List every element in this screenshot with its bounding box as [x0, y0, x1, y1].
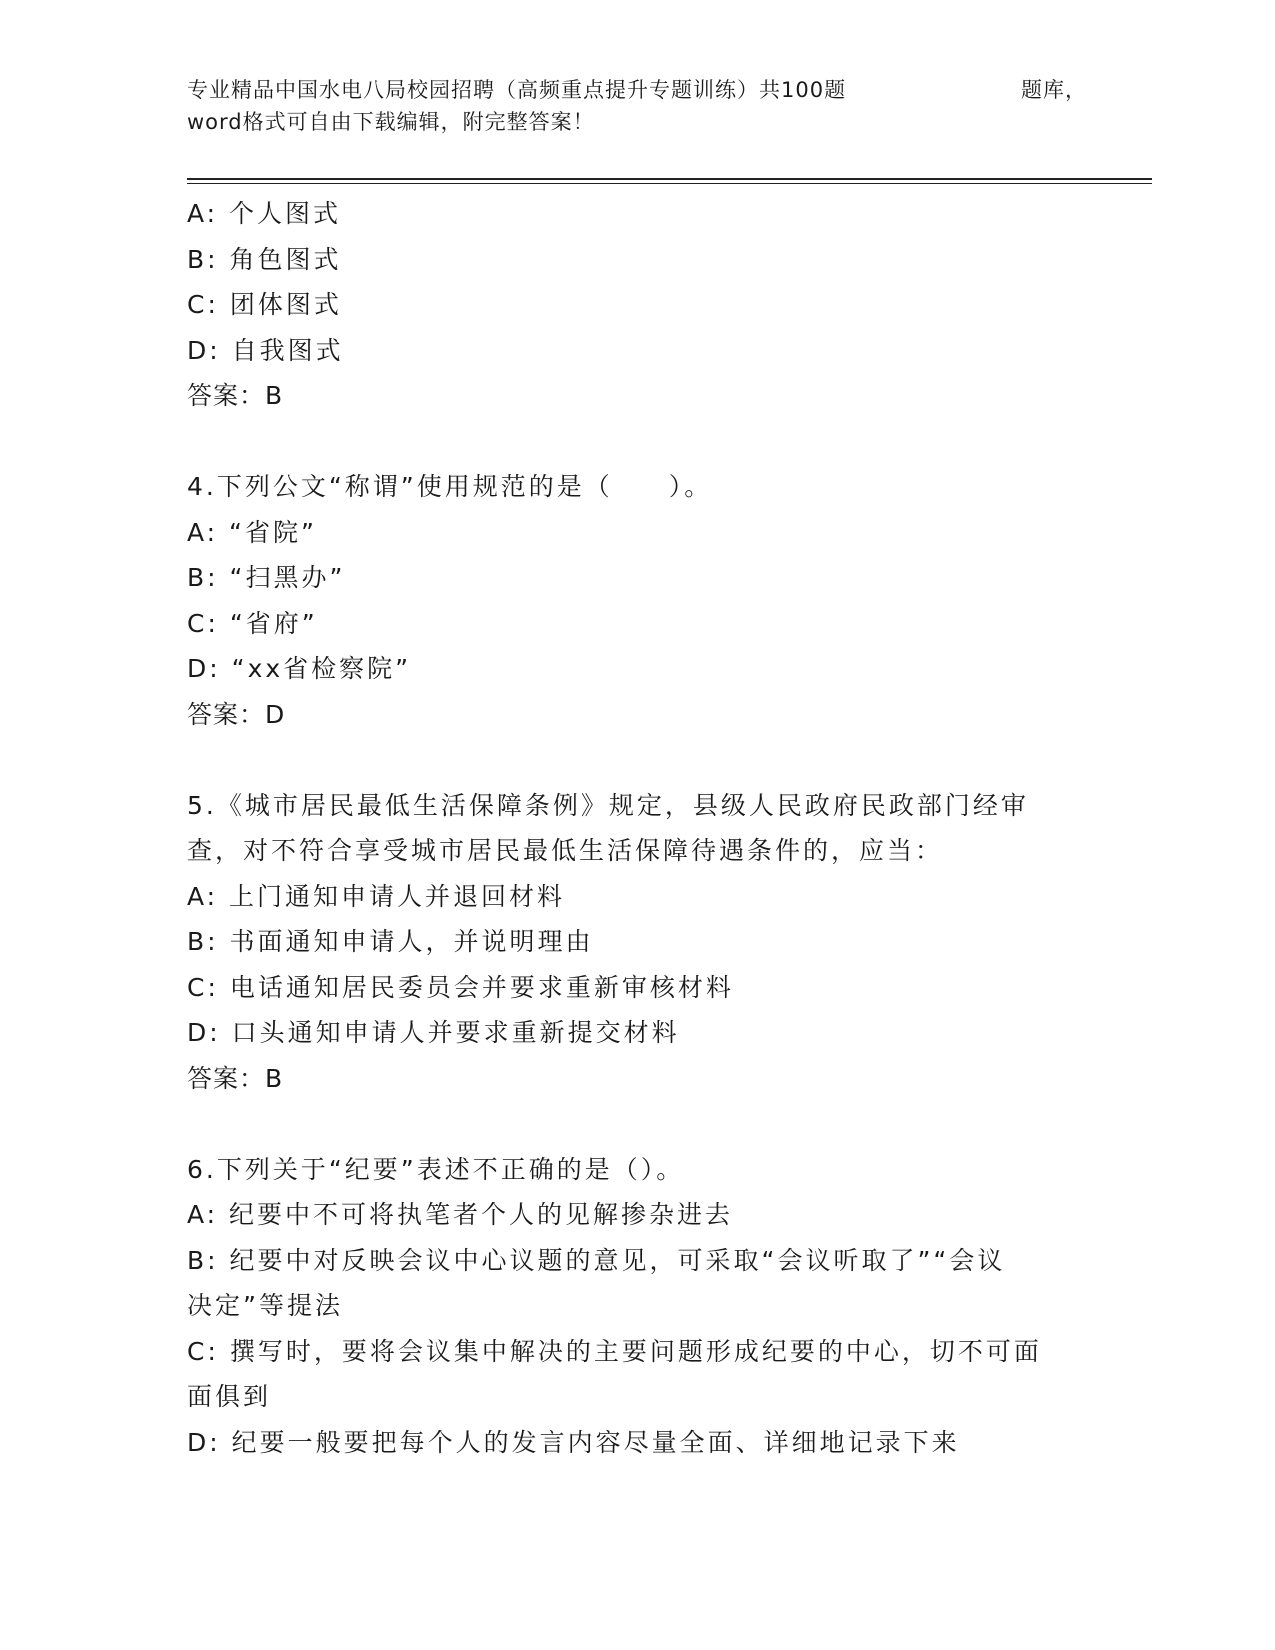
header-title-suffix: 题库，: [1021, 78, 1087, 102]
q6-option-c-line-2: 面俱到: [187, 1382, 272, 1411]
document-header: [187, 74, 1087, 138]
q5-option-c: C: 电话通知居民委员会并要求重新审核材料: [187, 972, 734, 1002]
spacer: [187, 737, 1087, 783]
q4-option-b: B: “扫黑办”: [187, 563, 346, 592]
header-rule-thick: [187, 178, 1152, 180]
q4-question: 4.下列公文“称谓”使用规范的是（ ）。: [187, 472, 713, 501]
question-content: [187, 191, 1087, 1465]
q5-question-line-1: 5.《城市居民最低生活保障条例》规定，县级人民政府民政部门经审: [187, 790, 1029, 820]
q6-question: 6.下列关于“纪要”表述不正确的是（）。: [187, 1154, 685, 1184]
header-line-2: word格式可自由下载编辑，附完整答案！: [187, 110, 595, 134]
q6-option-b-line-2: 决定”等提法: [187, 1291, 343, 1320]
q6-option-d: D: 纪要一般要把每个人的发言内容尽量全面、详细地记录下来: [187, 1427, 960, 1457]
q4-option-c: C: “省府”: [187, 608, 318, 638]
q4-answer: 答案：D: [187, 699, 286, 729]
q6-option-c-line-1: C: 撰写时，要将会议集中解决的主要问题形成纪要的中心，切不可面: [187, 1336, 1042, 1366]
spacer: [187, 419, 1087, 465]
header-rule-thin: [187, 183, 1152, 184]
q3-option-a: A: 个人图式: [187, 199, 342, 228]
q5-answer: 答案：B: [187, 1063, 284, 1093]
q5-option-d: D: 口头通知申请人并要求重新提交材料: [187, 1018, 680, 1047]
q5-option-a: A: 上门通知申请人并退回材料: [187, 881, 566, 911]
q6-option-b-line-1: B: 纪要中对反映会议中心议题的意见，可采取“会议听取了”“会议: [187, 1245, 1006, 1275]
header-title: 专业精品中国水电八局校园招聘（高频重点提升专题训练）共100题: [187, 78, 847, 102]
header-line-1: [187, 74, 1087, 106]
q3-answer: 答案：B: [187, 381, 284, 410]
q3-option-b: B: 角色图式: [187, 244, 342, 274]
q4-option-a: A: “省院”: [187, 517, 317, 547]
q3-option-d: D: 自我图式: [187, 335, 344, 365]
q5-option-b: B: 书面通知申请人，并说明理由: [187, 927, 594, 956]
q6-option-a: A: 纪要中不可将执笔者个人的见解掺杂进去: [187, 1200, 734, 1229]
spacer: [187, 1101, 1087, 1147]
q4-option-d: D: “xx省检察院”: [187, 654, 412, 683]
q3-option-c: C: 团体图式: [187, 290, 342, 319]
q5-question-line-2: 查，对不符合享受城市居民最低生活保障待遇条件的，应当：: [187, 836, 944, 865]
